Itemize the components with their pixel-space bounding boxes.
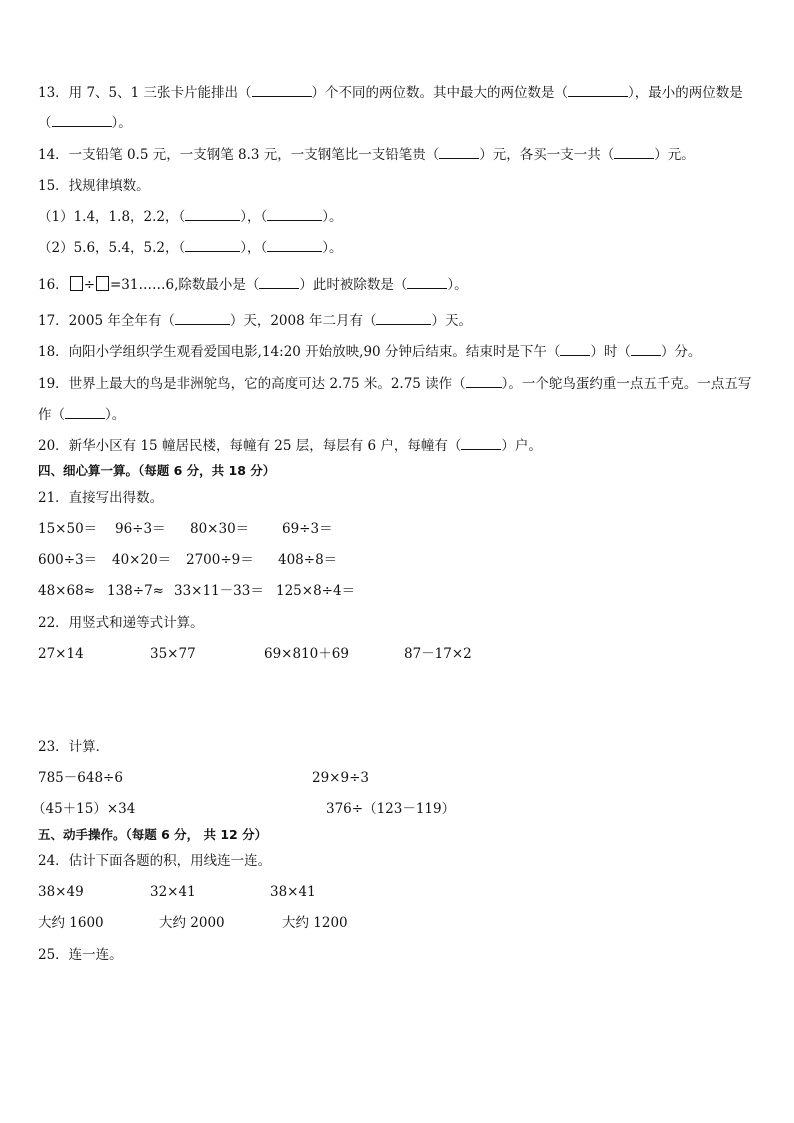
answer-blank[interactable] (65, 407, 105, 419)
question-15-title: 15．找规律填数。 (38, 178, 150, 194)
question-18: 18．向阳小学组织学生观看爱国电影,14:20 开始放映,90 分钟后结束。结束时是下午（ ）时（ ）分。 (38, 344, 702, 360)
question-13-line-1: 13．用 7、5、1 三张卡片能排出（ ）个不同的两位数。其中最大的两位数是（ ），最小的两位数是 (38, 85, 743, 101)
calc-item: （45＋15）×34 (32, 801, 136, 817)
answer-blank[interactable] (252, 85, 312, 97)
answer-blank[interactable] (614, 147, 654, 159)
section-4-heading: 四、细心算一算。（每题 6 分，共 18 分） (38, 463, 276, 478)
question-22-title: 22．用竖式和递等式计算。 (38, 615, 204, 631)
question-13-line-2: （ ）。 (38, 115, 132, 131)
calc-item: 69÷3＝ (282, 521, 333, 537)
calc-item: 2700÷9＝ (186, 552, 254, 568)
answer-blank[interactable] (466, 376, 502, 388)
calc-item: 138÷7≈ (107, 583, 164, 599)
answer-blank[interactable] (175, 313, 230, 325)
answer-blank[interactable] (461, 438, 501, 450)
calc-item: 125×8÷4＝ (276, 583, 356, 599)
calc-item: 40×20＝ (112, 552, 172, 568)
calc-item: 35×77 (150, 646, 196, 662)
answer-blank[interactable] (185, 240, 240, 252)
calc-item: 80×30＝ (190, 521, 250, 537)
question-15-sub-2: （2）5.6，5.4，5.2，（ ），（ ）。 (38, 240, 343, 256)
calc-item: 69×810＋69 (264, 646, 349, 662)
estimate-item[interactable]: 大约 2000 (159, 915, 225, 931)
question-21-title: 21．直接写出得数。 (38, 490, 164, 506)
product-item[interactable]: 38×49 (38, 884, 84, 900)
answer-blank[interactable] (560, 344, 590, 356)
calc-item: 785－648÷6 (38, 770, 123, 786)
question-20: 20．新华小区有 15 幢居民楼，每幢有 25 层，每层有 6 户，每幢有（ ）户。 (38, 438, 542, 454)
calc-item: 27×14 (38, 646, 84, 662)
product-item[interactable]: 32×41 (150, 884, 196, 900)
answer-blank[interactable] (631, 344, 661, 356)
calc-item: 87－17×2 (404, 646, 472, 662)
calc-item: 376÷（123－119） (326, 801, 456, 817)
calc-item: 15×50＝ (38, 521, 98, 537)
answer-blank[interactable] (439, 147, 479, 159)
calc-item: 408÷8＝ (278, 552, 338, 568)
question-23-title: 23．计算． (38, 739, 110, 755)
answer-blank[interactable] (376, 313, 431, 325)
question-19-line-2: 作（ ）。 (38, 407, 126, 423)
calc-item: 48×68≈ (38, 583, 95, 599)
product-item[interactable]: 38×41 (270, 884, 316, 900)
answer-blank[interactable] (52, 115, 112, 127)
question-15-sub-1: （1）1.4，1.8，2.2，（ ），（ ）。 (38, 209, 343, 225)
answer-blank[interactable] (568, 85, 628, 97)
divisor-box[interactable] (96, 276, 109, 291)
question-16: 16． ÷ =31……6,除数最小是（ ）此时被除数是（ ）。 (38, 277, 468, 293)
calc-item: 96÷3＝ (115, 521, 166, 537)
dividend-box[interactable] (70, 276, 83, 291)
question-25-title: 25．连一连。 (38, 947, 123, 963)
section-5-heading: 五、动手操作。（每题 6 分， 共 12 分） (38, 827, 268, 842)
calc-item: 33×11－33＝ (174, 583, 264, 599)
answer-blank[interactable] (259, 277, 299, 289)
question-19-line-1: 19．世界上最大的鸟是非洲鸵鸟，它的高度可达 2.75 米。2.75 读作（ ）。一个鸵鸟蛋约重一点五千克。一点五写 (38, 376, 752, 392)
question-24-title: 24．估计下面各题的积，用线连一连。 (38, 853, 272, 869)
answer-blank[interactable] (407, 277, 447, 289)
estimate-item[interactable]: 大约 1600 (38, 915, 104, 931)
answer-blank[interactable] (267, 240, 322, 252)
calc-item: 29×9÷3 (312, 770, 369, 786)
calc-item: 600÷3＝ (38, 552, 98, 568)
answer-blank[interactable] (267, 209, 322, 221)
question-17: 17．2005 年全年有（ ）天，2008 年二月有（ ）天。 (38, 313, 472, 329)
question-14: 14．一支铅笔 0.5 元，一支钢笔 8.3 元，一支钢笔比一支铅笔贵（ ）元，各买一支一共（ ）元。 (38, 147, 695, 163)
estimate-item[interactable]: 大约 1200 (282, 915, 348, 931)
answer-blank[interactable] (185, 209, 240, 221)
